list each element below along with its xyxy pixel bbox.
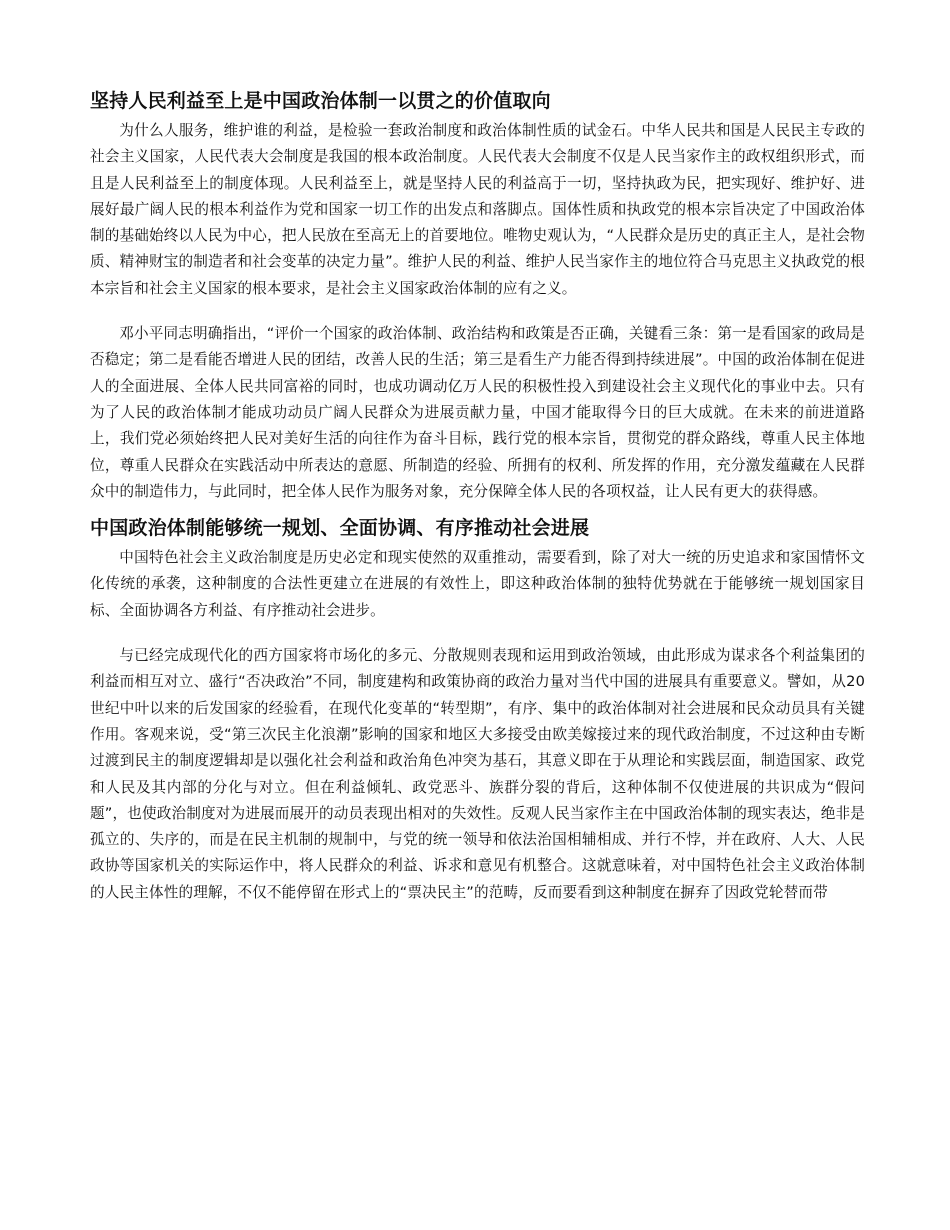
section-heading-people-interest: 坚持人民利益至上是中国政治体制一以贯之的价值取向 [90, 90, 551, 112]
section-heading-unified-planning: 中国政治体制能够统一规划、全面协调、有序推动社会进展 [90, 517, 590, 540]
document-page [90, 84, 865, 906]
paragraph-spacer [90, 302, 865, 321]
paragraph: 邓小平同志明确指出，“评价一个国家的政治体制、政治结构和政策是否正确，关键看三条：第一是看国家的政局是否稳定；第二是看能否增进人民的团结，改善人民的生活；第三是看生产力能否得到持续进展”。中国的政治体制在促进人的全面进展、全体人民共同富裕的同时，也成功调动亿万人民的积极性投入到建设社会主义现代化的事业中去。只有为了人民的政治体制才能成功动员广阔人民群众为进展贡献力量，中国才能取得今日的巨大成就。在未来的前进道路上，我们党必须始终把人民对美好生活的向往作为奋斗目标，践行党的根本宗旨，贯彻党的群众路线，尊重人民主体地位，尊重人民群众在实践活动中所表达的意愿、所制造的经验、所拥有的权利、所发挥的作用，充分激发蕴藏在人民群众中的制造伟力，与此同时，把全体人民作为服务对象，充分保障全体人民的各项权益，让人民有更大的获得感。 [90, 325, 865, 500]
paragraph-spacer [90, 624, 865, 643]
paragraph: 与已经完成现代化的西方国家将市场化的多元、分散规则表现和运用到政治领域，由此形成为谋求各个利益集团的利益而相互对立、盛行“否决政治”不同，制度建构和政策协商的政治力量对当代中国的进展具有重要意义。譬如，从20世纪中叶以来的后发国家的经验看，在现代化变革的“转型期”，有序、集中的政治体制对社会进展和民众动员具有关键作用。客观来说，受“第三次民主化浪潮”影响的国家和地区大多接受由欧美嫁接过来的现代政治制度，不过这种由专断过渡到民主的制度逻辑却是以强化社会利益和政治角色冲突为基石，其意义即在于从理论和实践层面，制造国家、政党和人民及其内部的分化与对立。但在利益倾轧、政党恶斗、族群分裂的背后，这种体制不仅使进展的共识成为“假问题”，也使政治制度对为进展而展开的动员表现出相对的失效性。反观人民当家作主在中国政治体制的现实表达，绝非是孤立的、失序的，而是在民主机制的规制中，与党的统一领导和依法治国相辅相成、并行不悖，并在政府、人大、人民政协等国家机关的实际运作中，将人民群众的利益、诉求和意见有机整合。这就意味着，对中国特色社会主义政治体制的人民主体性的理解，不仅不能停留在形式上的“票决民主”的范畴，反而要看到这种制度在摒弃了因政党轮替而带 [90, 647, 865, 901]
paragraph: 中国特色社会主义政治制度是历史必定和现实使然的双重推动，需要看到，除了对大一统的历史追求和家国情怀文化传统的承袭，这种制度的合法性更建立在进展的有效性上，即这种政治体制的独特优势就在于能够统一规划国家目标、全面协调各方利益、有序推动社会进步。 [90, 549, 865, 619]
paragraph: 为什么人服务，维护谁的利益，是检验一套政治制度和政治体制性质的试金石。中华人民共和国是人民民主专政的社会主义国家，人民代表大会制度是我国的根本政治制度。人民代表大会制度不仅是人民当家作主的政权组织形式，而且是人民利益至上的制度体现。人民利益至上，就是坚持人民的利益高于一切，坚持执政为民，把实现好、维护好、进展好最广阔人民的根本利益作为党和国家一切工作的出发点和落脚点。国体性质和执政党的根本宗旨决定了中国政治体制的基础始终以人民为中心，把人民放在至高无上的首要地位。唯物史观认为，“人民群众是历史的真正主人，是社会物质、精神财宝的制造者和社会变革的决定力量”。维护人民的利益、维护人民当家作主的地位符合马克思主义执政党的根本宗旨和社会主义国家的根本要求，是社会主义国家政治体制的应有之义。 [90, 122, 865, 297]
